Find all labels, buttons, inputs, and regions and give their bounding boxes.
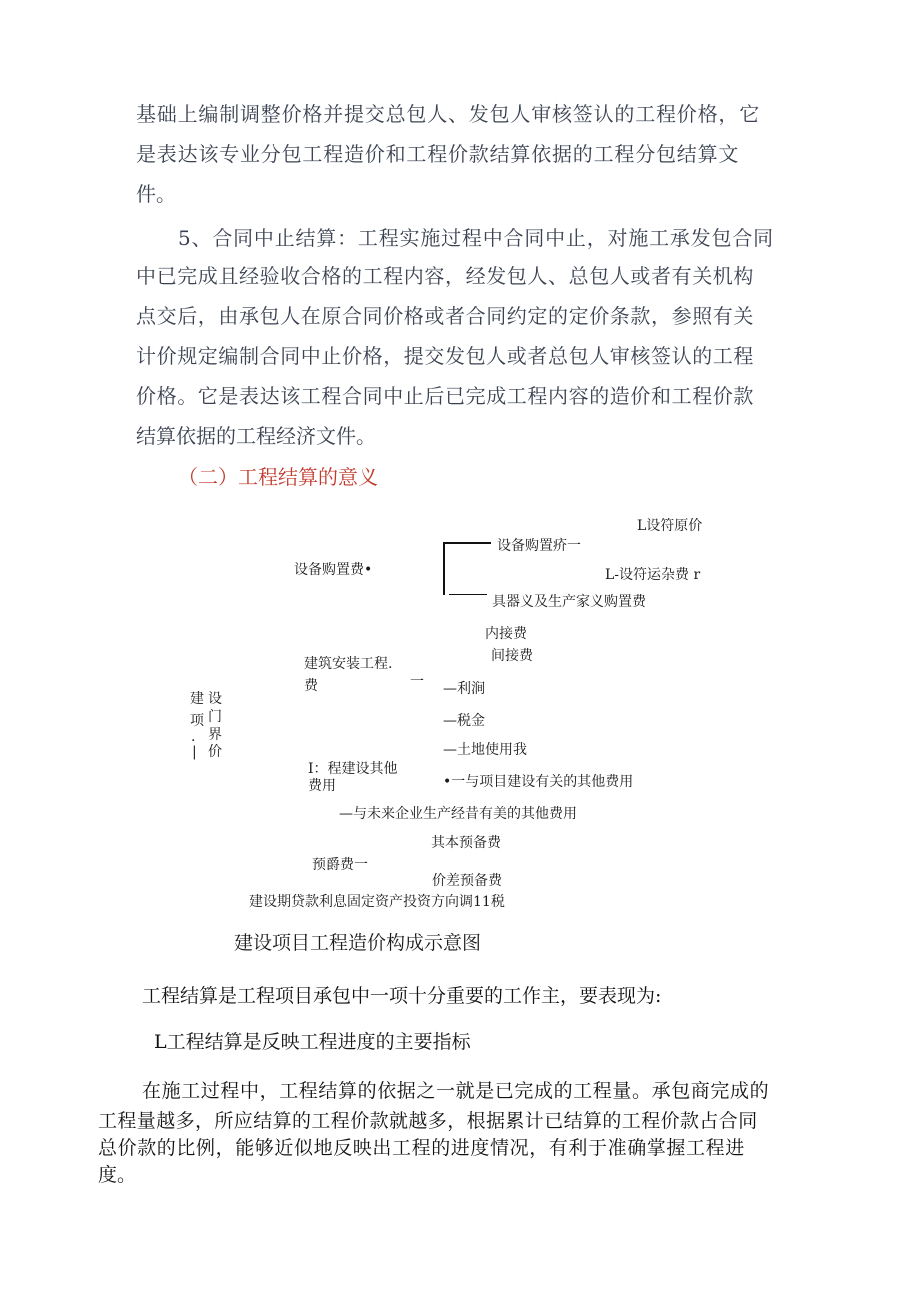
paragraph2-line4: 计价规定编制合同中止价格，提交发包人或者总包人审核签认的工程 (136, 344, 754, 368)
diagram-root-char: 项 (190, 713, 204, 729)
reserve-item-price-diff: 价差预备费 (432, 873, 502, 889)
construction-dash: 一 (410, 674, 424, 690)
other-label-line2: 费用 (308, 778, 336, 794)
construction-label-line1: 建筑安装工程. (304, 656, 393, 672)
other-item-land: —土地使用我 (443, 742, 527, 758)
diagram-caption: 建设项目工程造价构成示意图 (234, 932, 482, 954)
diagram-root-char: 界 (208, 727, 222, 743)
equipment-sub1: 设备购置疥一 (497, 538, 581, 554)
equipment-bracket-vertical (443, 542, 445, 595)
equipment-bracket-bottom (449, 594, 487, 595)
paragraph2-line1: 5、合同中止结算：工程实施过程中合同中止，对施工承发包合同 (178, 226, 774, 250)
construction-item-tax: —税金 (443, 713, 485, 729)
section-heading: （二）工程结算的意义 (178, 465, 378, 489)
diagram-root-char: 建 (190, 691, 204, 707)
paragraph4-line4: 度。 (98, 1164, 137, 1186)
paragraph1-line2: 是表达该专业分包工程造价和工程价款结算依据的工程分包结算文 (136, 142, 740, 166)
paragraph4-line1: 在施工过程中，工程结算的依据之一就是已完成的工程量。承包商完成的 (142, 1080, 770, 1102)
equipment-sub2: 具器义及生产家义购置费 (492, 594, 646, 610)
paragraph2-line5: 价格。它是表达该工程合同中止后已完成工程内容的造价和工程价款 (136, 384, 754, 408)
paragraph2-line2: 中已完成且经验收合格的工程内容，经发包人、总包人或者有关机构 (136, 264, 754, 288)
other-label-line1: I：程建设其他 (308, 761, 398, 777)
paragraph4-line2: 工程量越多，所应结算的工程价款就越多，根据累计已结算的工程价款占合同 (98, 1110, 758, 1132)
paragraph4-line3: 总价款的比例，能够近似地反映出工程的进度情况，有利于准确掌握工程进 (98, 1137, 745, 1159)
equipment-cost-label: 设备购置费• (294, 562, 373, 578)
paragraph1-line1: 基础上编制调整价格并提交总包人、发包人审核签认的工程价格，它 (136, 102, 760, 126)
construction-item-indirect: 间接费 (491, 648, 533, 664)
construction-item-direct: 内接费 (485, 626, 527, 642)
diagram-root-char: . (191, 729, 196, 745)
diagram-root-char: 门 (208, 709, 222, 725)
diagram-root-char: 设 (208, 691, 222, 707)
paragraph3: 工程结算是工程项目承包中一项十分重要的工作主，要表现为: (142, 985, 662, 1007)
equipment-bracket-top (443, 542, 491, 544)
other-item-future: —与未来企业生产经昔有美的其他费用 (339, 806, 577, 822)
equipment-sub1-a: L设符原价 (637, 518, 703, 534)
reserve-item-basic: 其本预备费 (431, 835, 501, 851)
reserve-label: 预爵费一 (312, 857, 368, 873)
other-item-project: •一与项目建设有关的其他费用 (443, 774, 634, 790)
construction-label-line2: 费 (304, 678, 318, 694)
equipment-sub1-b: L-设符运杂费 r (605, 567, 701, 583)
paragraph2-line6: 结算依据的工程经济文件。 (136, 424, 376, 448)
construction-item-profit: —利涧 (443, 681, 485, 697)
diagram-bottom-line: 建设期贷款利息固定资产投资方向调11税 (249, 894, 505, 910)
diagram-root-char: 价 (208, 744, 222, 760)
paragraph2-line3: 点交后，由承包人在原合同价格或者合同约定的定价条款，参照有关 (136, 304, 754, 328)
subheading: L工程结算是反映工程进度的主要指标 (154, 1031, 471, 1053)
paragraph1-line3: 件。 (136, 182, 176, 206)
diagram-root-char: | (192, 744, 197, 760)
